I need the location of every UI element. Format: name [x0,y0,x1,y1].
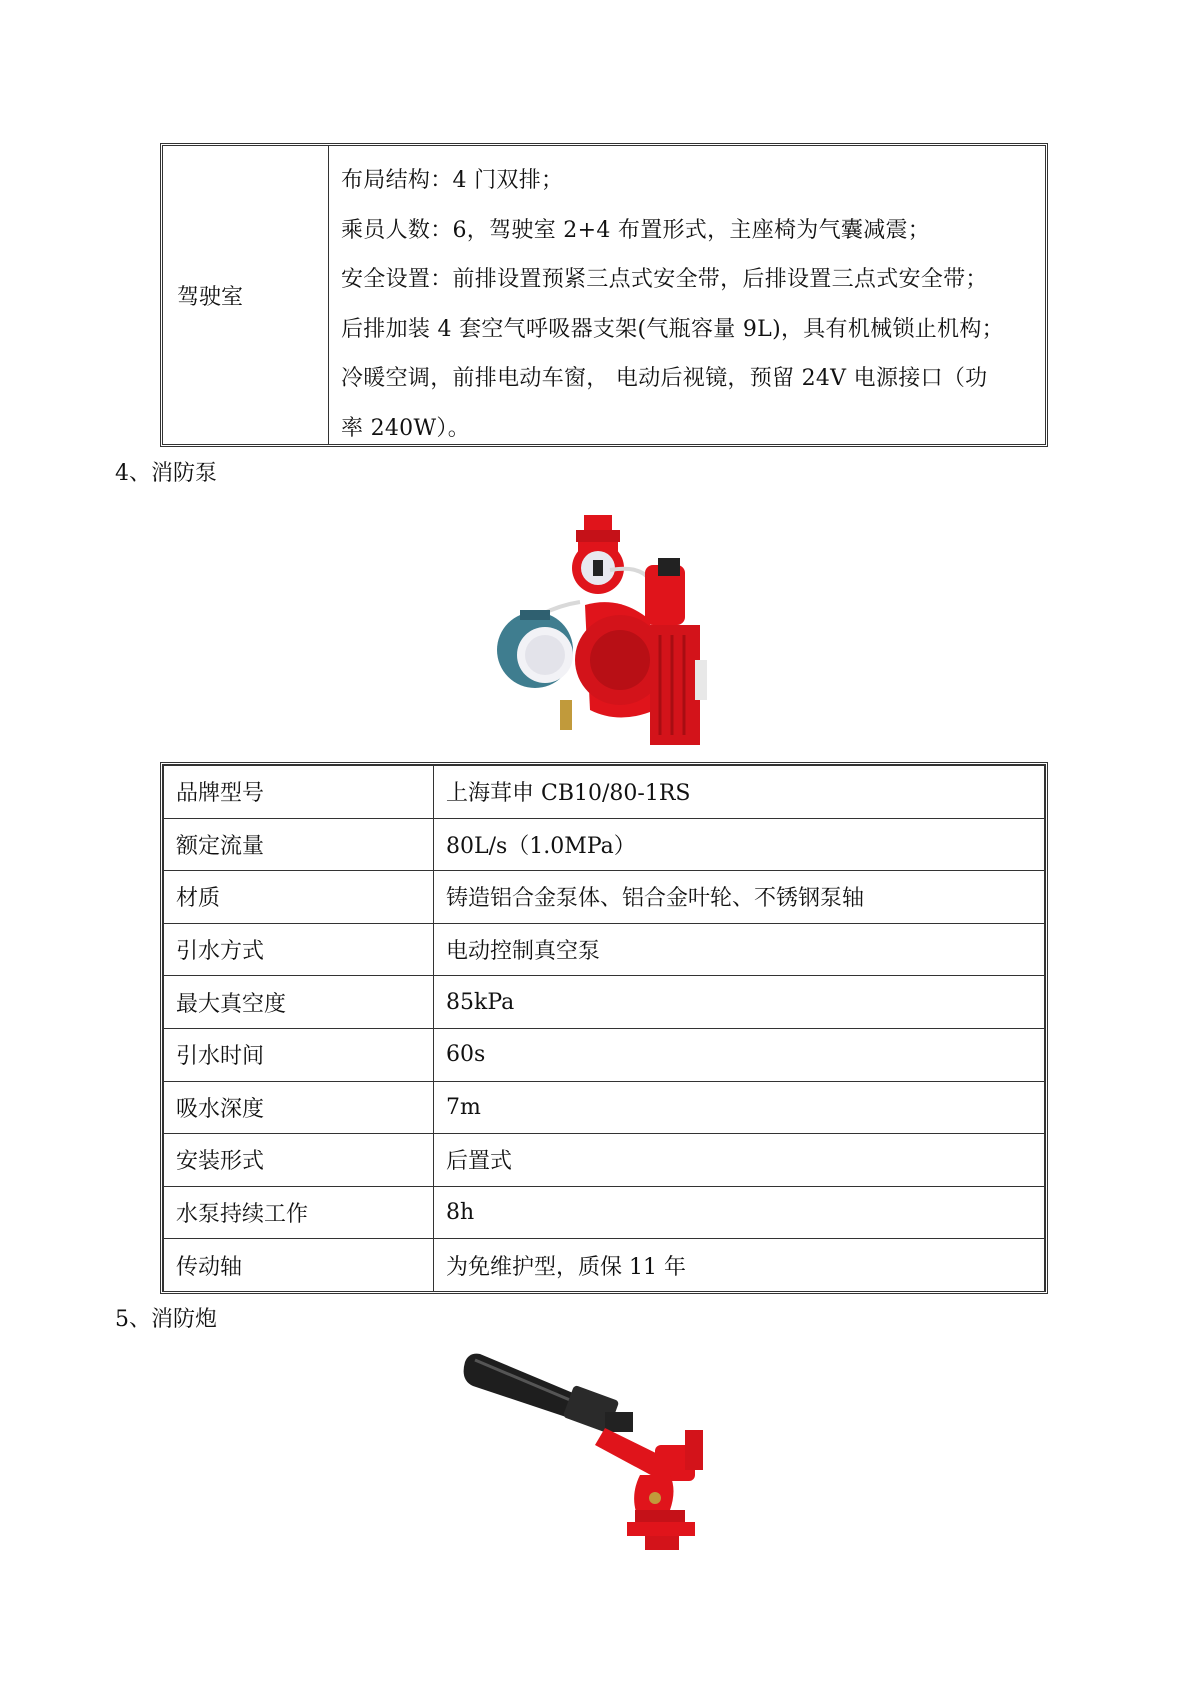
spec-value: 85kPa [434,976,1045,1029]
spec-value: 80L/s（1.0MPa） [434,818,1045,871]
spec-key: 材质 [164,871,434,924]
section-heading-fire-monitor: 5、消防炮 [115,1307,217,1332]
spec-key: 品牌型号 [164,766,434,819]
table-row [164,976,1045,1029]
table-row [164,818,1045,871]
cab-line: 乘员人数：6，驾驶室 2+4 布置形式，主座椅为气囊减震； [341,217,931,243]
table-row [164,766,1045,819]
spec-value: 上海茸申 CB10/80-1RS [434,766,1045,819]
cab-line: 冷暖空调，前排电动车窗， 电动后视镜，预留 24V 电源接口（功 [341,366,988,391]
spec-key: 传动轴 [164,1239,434,1292]
table-row [164,1028,1045,1081]
fire-pump-image [480,510,730,755]
cab-table [160,143,1048,447]
spec-key: 额定流量 [164,818,434,871]
spec-value: 铸造铝合金泵体、铝合金叶轮、不锈钢泵轴 [434,871,1045,924]
table-row [164,1134,1045,1187]
spec-key: 引水方式 [164,923,434,976]
spec-key: 水泵持续工作 [164,1186,434,1239]
spec-value: 为免维护型，质保 11 年 [434,1239,1045,1292]
cab-line: 安全设置：前排设置预紧三点式安全带，后排设置三点式安全带； [341,267,988,292]
spec-value: 电动控制真空泵 [434,923,1045,976]
spec-key: 安装形式 [164,1134,434,1187]
table-row [164,871,1045,924]
table-row [164,1186,1045,1239]
spec-value: 60s [434,1028,1045,1081]
spec-key: 吸水深度 [164,1081,434,1134]
spec-value: 8h [434,1186,1045,1239]
table-row [164,923,1045,976]
spec-value: 7m [434,1081,1045,1134]
cab-line: 率 240W）。 [341,415,470,441]
pump-spec-table [160,762,1048,1294]
fire-monitor-image [455,1350,735,1560]
table-row [164,1239,1045,1292]
spec-key: 最大真空度 [164,976,434,1029]
cab-line: 后排加装 4 套空气呼吸器支架(气瓶容量 9L)，具有机械锁止机构； [341,316,1004,342]
cab-line: 布局结构：4 门双排； [341,168,564,193]
spec-value: 后置式 [434,1134,1045,1187]
section-heading-fire-pump: 4、消防泵 [115,461,217,486]
cab-content [329,146,1045,444]
table-row [164,1081,1045,1134]
spec-key: 引水时间 [164,1028,434,1081]
cab-label: 驾驶室 [163,146,329,444]
